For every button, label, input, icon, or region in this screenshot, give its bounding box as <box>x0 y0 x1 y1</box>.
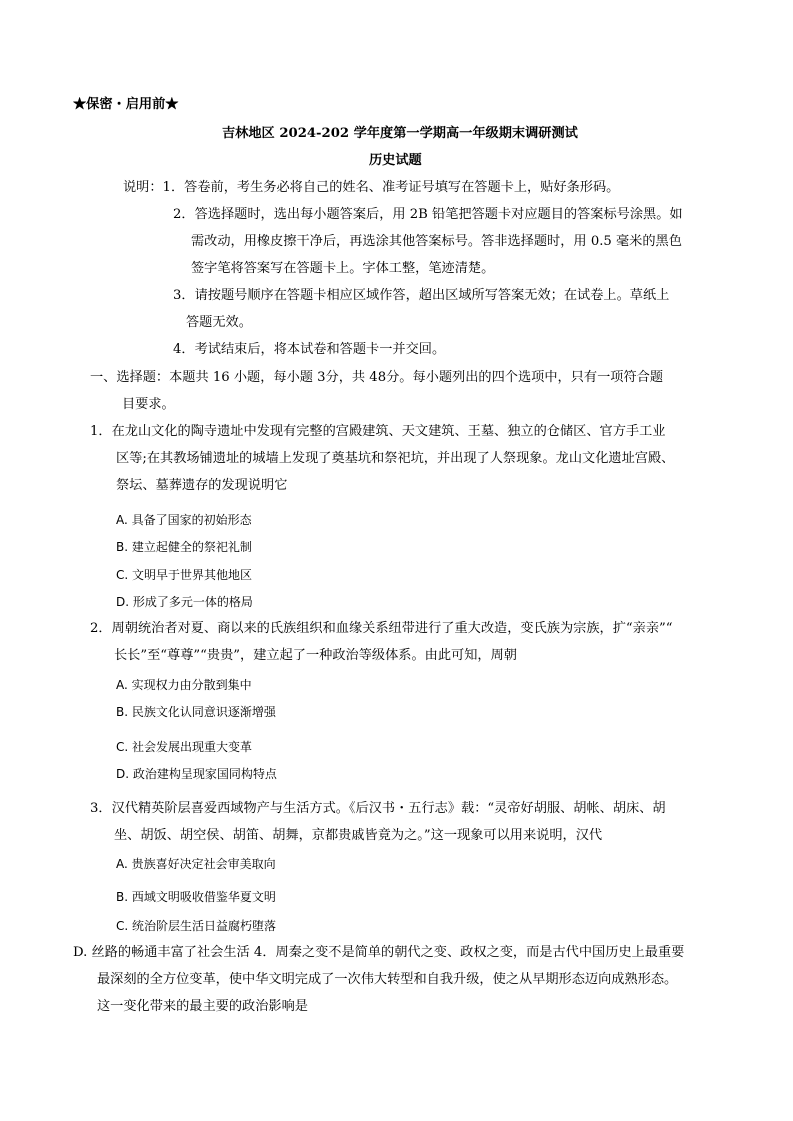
option-a: A. 实现权力由分散到集中 <box>116 678 252 692</box>
option-c: C. 统治阶层生活日益腐朽堕落 <box>116 919 277 933</box>
exam-title: 吉林地区 2024-202 学年度第一学期高一年级期末调研测试 <box>222 126 578 141</box>
question-stem-line: 祭坛、墓葬遗存的发现说明它 <box>116 478 288 493</box>
instruction-line: 2．答选择题时，选出每小题答案后，用 2B 铅笔把答题卡对应题目的答案标号涂黑。如 <box>173 207 683 222</box>
question-stem-line: 2．周朝统治者对夏、商以来的氏族组织和血缘关系纽带进行了重大改造，变氏族为宗族，扩“亲亲”“ <box>90 621 673 636</box>
question-stem-line: 1．在龙山文化的陶寺遗址中发现有完整的宫殿建筑、天文建筑、王墓、独立的仓储区、官方手工业 <box>90 424 666 439</box>
option-a: A. 贵族喜好决定社会审美取向 <box>116 857 276 871</box>
option-b: B. 民族文化认同意识逐渐增强 <box>116 705 276 719</box>
option-b: B. 西域文明吸收借鉴华夏文明 <box>116 890 276 904</box>
section-line: 一、选择题：本题共 16 小题，每小题 3分，共 48分。每小题列出的四个选项中，只有一项符合题 <box>90 370 664 385</box>
section-line: 目要求。 <box>122 397 175 412</box>
instruction-line: 4．考试结束后，将本试卷和答题卡一并交回。 <box>173 342 446 357</box>
option-b: B. 建立起健全的祭祀礼制 <box>116 540 252 554</box>
instruction-line: 需改动，用橡皮擦干净后，再选涂其他答案标号。答非选择题时，用 0.5 毫米的黑色 <box>191 234 682 249</box>
instruction-line: 答题无效。 <box>186 315 252 330</box>
question-stem-line: 最深刻的全方位变革，使中华文明完成了一次伟大转型和自我升级，使之从早期形态迈向成熟形态。 <box>97 972 678 987</box>
option-d: D. 政治建构呈现家国同构特点 <box>116 767 277 781</box>
instruction-line: 3．请按题号顺序在答题卡相应区域作答，超出区域所写答案无效；在试卷上。草纸上 <box>173 288 670 303</box>
question-stem-line: 3．汉代精英阶层喜爱西域物产与生活方式。《后汉书・五行志》载：“灵帝好胡服、胡帐、胡床、胡 <box>90 801 666 816</box>
option-c: C. 社会发展出现重大变革 <box>116 740 253 754</box>
question-stem-line: 区等;在其教场铺遗址的城墙上发现了奠基坑和祭祀坑，并出现了人祭现象。龙山文化遗址宫殿、 <box>116 451 675 466</box>
secrecy-label: ★保密・启用前★ <box>73 97 179 112</box>
question-stem-line: 坐、胡饭、胡空侯、胡笛、胡舞，京都贵戚皆竟为之。”这一现象可以用来说明，汉代 <box>114 828 603 843</box>
question-stem-line: D. 丝路的畅通丰富了社会生活 4．周秦之变不是简单的朝代之变、政权之变，而是古代中国历史上最重要 <box>73 945 685 960</box>
instruction-line: 签字笔将答案写在答题卡上。字体工整，笔迹清楚。 <box>191 261 495 276</box>
option-a: A. 具备了国家的初始形态 <box>116 513 252 527</box>
option-d: D. 形成了多元一体的格局 <box>116 595 253 609</box>
option-c: C. 文明早于世界其他地区 <box>116 568 253 582</box>
instruction-line: 说明：1．答卷前，考生务必将自己的姓名、准考证号填写在答题卡上，贴好条形码。 <box>123 180 620 195</box>
question-stem-line: 这一变化带来的最主要的政治影响是 <box>97 999 308 1014</box>
question-stem-line: 长长”至“尊尊”“贵贵”，建立起了一种政治等级体系。由此可知，周朝 <box>114 648 517 663</box>
subject-title: 历史试题 <box>369 153 422 168</box>
